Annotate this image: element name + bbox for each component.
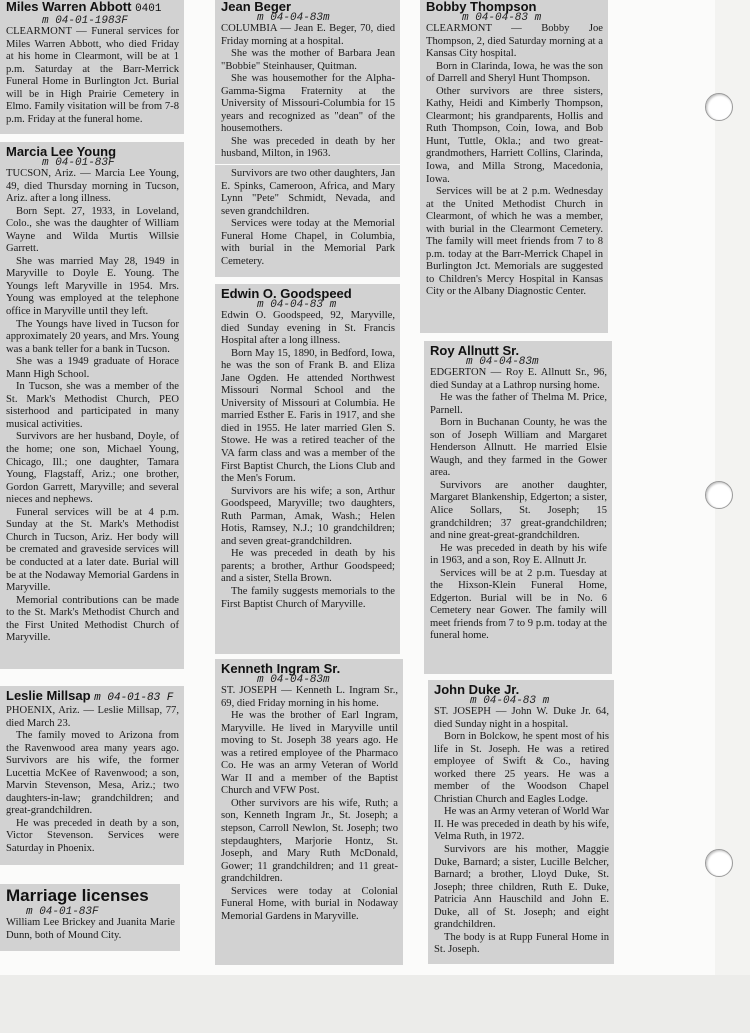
obituary-paragraph: In Tucson, she was a member of the St. Mark's Methodist Church, PEO sisterhood and participated in many musical activities. xyxy=(6,381,179,430)
obituary-body xyxy=(6,26,179,126)
obituary-paragraph: Born in Clarinda, Iowa, he was the son of Darrell and Sheryl Hunt Thompson. xyxy=(426,60,603,85)
obituary-paragraph: Born Sept. 27, 1933, in Loveland, Colo., she was the daughter of William Wayne and Wilda Murtis Willsie Garrett. xyxy=(6,205,179,255)
obituary-body xyxy=(221,310,395,611)
obituary-name: Bobby Thompson xyxy=(426,0,537,14)
obituary-name: Edwin O. Goodspeed xyxy=(221,286,352,301)
obituary-paragraph: William Lee Brickey and Juanita Marie Dunn, both of Mound City. xyxy=(6,917,175,941)
clipping-abbott xyxy=(0,0,184,134)
obituary-paragraph: She was the mother of Barbara Jean "Bobbie" Steinhauser, Quitman. xyxy=(221,48,395,72)
obituary-paragraph: Survivors are two other daughters, Jan E. Spinks, Cameroon, Africa, and Mary Lynn "Pete" Schmidt, Nevada, and seven grandchildren. xyxy=(221,168,395,217)
obituary-paragraph: The Youngs have lived in Tucson for approximately 20 years, and Mrs. Young was a bank teller for a bank in Tucson. xyxy=(6,318,179,355)
obituary-paragraph: Services will be at 2 p.m. Tuesday at the Hixson-Klein Funeral Home, Edgerton. Burial will be in No. 6 Cemetery near Gower. The family will meet friends from 7 to 9 p.m. today at the funeral home. xyxy=(430,567,607,642)
handwritten-date: m 04-04-83m xyxy=(257,674,330,686)
punch-hole-middle xyxy=(705,481,733,509)
obituary-name: Marcia Lee Young xyxy=(6,144,117,159)
handwritten-date: m 04-04-83m xyxy=(466,356,539,368)
obituary-paragraph: He was the father of Thelma M. Price, Parnell. xyxy=(430,392,607,416)
obituary-paragraph: Survivors are her husband, Doyle, of the home; one son, Michael Young, Chicago, Ill.; one daughter, Tamara Young, Flagstaff, Ariz.; one brother, Gordon Garrett, Maryville; and several nieces and nephews. xyxy=(6,431,179,506)
clipping-goodspeed xyxy=(215,284,400,654)
clipping-beger-continued xyxy=(215,165,400,277)
obituary-body xyxy=(430,367,607,643)
obituary-paragraph: Born May 15, 1890, in Bedford, Iowa, he was the son of Frank B. and Eliza Jane Ogden. He attended Northwest Missouri Normal School and the University of Missouri at Columbia. He married Esther E. Faris in 1917, and she died in 1955. He later married Glen S. Stowe. He was a retired teacher of the VA farm class and was a member of the First Baptist Church, the Lions Club and the Men's Forum. xyxy=(221,347,395,485)
obituary-body xyxy=(434,706,609,957)
obituary-name: Miles Warren Abbott 0401 xyxy=(6,0,162,15)
obituary-paragraph: PHOENIX, Ariz. — Leslie Millsap, 77, died March 23. xyxy=(6,705,179,729)
obituary-paragraph: He was preceded in death by his parents; a brother, Arthur Goodspeed; and a sister, Stella Brown. xyxy=(221,548,395,585)
obituary-paragraph: Funeral services will be at 4 p.m. Sunday at the St. Mark's Methodist Church in Tucson, Ariz. Her body will be cremated and graveside services will be conducted at a later date. Burial will be at the Nodaway Memorial Gardens in Maryville. xyxy=(6,506,179,594)
handwritten-date: m 04-01-83 F xyxy=(94,692,174,704)
obituary-body xyxy=(221,685,398,923)
punch-hole-top xyxy=(705,93,733,121)
clip-code: 0401 xyxy=(135,3,162,15)
obituary-body xyxy=(426,23,603,299)
obituary-paragraph: CLEARMONT — Bobby Joe Thompson, 2, died Saturday morning at a Kansas City hospital. xyxy=(426,23,603,60)
obituary-paragraph: She was housemother for the Alpha-Gamma-Sigma Fraternity at the University of Missouri-Columbia for 15 years and recognized as "dean" of the housemothers. xyxy=(221,73,395,135)
obituary-paragraph: ST. JOSEPH — Kenneth L. Ingram Sr., 69, died Friday morning in his home. xyxy=(221,685,398,709)
clipping-thompson xyxy=(420,0,608,333)
obituary-paragraph: Services will be at 2 p.m. Wednesday at the United Methodist Church in Clearmont, of which he was a member, with burial in the Clearmont Cemetery. The family will meet friends from 7 to 8 p.m. today at the Barr-Merrick Chapel in Burlington Jct. Memorials are suggested to Children's Mercy Hospital in Kansas City or the Albany Diagnostic Center. xyxy=(426,186,603,298)
obituary-paragraph: Born in Buchanan County, he was the son of Joseph William and Margaret Henderson Allnutt. He married Elsie Waugh, and they farmed in the Gower area. xyxy=(430,417,607,479)
obituary-paragraph: Survivors are his wife; a son, Arthur Goodspeed, Maryville; two daughters, Ruth Parman, Amak, Wash.; Helen Hotis, Ramsey, N.J.; 10 grandchildren; and seven great-grandchildren. xyxy=(221,485,395,547)
obituary-body xyxy=(6,168,179,645)
clipping-young xyxy=(0,142,184,669)
handwritten-date: m 04-01-83F xyxy=(42,157,115,169)
obituary-paragraph: She was preceded in death by her husband, Milton, in 1963. xyxy=(221,135,395,160)
obituary-paragraph: She was married May 28, 1949 in Maryville to Doyle E. Young. The Youngs left Maryville in 1954. Mrs. Young was employed at the telephone office in Maryville until they left. xyxy=(6,255,179,318)
obituary-paragraph: He was an Army veteran of World War II. He was preceded in death by his wife, Velma Ruth, in 1972. xyxy=(434,806,609,843)
obituary-paragraph: TUCSON, Ariz. — Marcia Lee Young, 49, died Thursday morning in Tucson, Ariz. after a long illness. xyxy=(6,168,179,205)
obituary-body xyxy=(6,917,175,942)
clipping-ingram xyxy=(215,659,403,965)
obituary-name: Kenneth Ingram Sr. xyxy=(221,661,341,676)
obituary-name: John Duke Jr. xyxy=(434,682,520,697)
obituary-paragraph: CLEARMONT — Funeral services for Miles Warren Abbott, who died Friday at his home in Clearmont, will be at 1 p.m. Saturday at the Barr-Merrick Funeral Home in Burlington Jct. Burial will be in High Prairie Cemetery in Elmo. Family visitation will be from 7-8 p.m. Friday at the funeral home. xyxy=(6,26,179,125)
obituary-paragraph: Services were today at Colonial Funeral Home, with burial in Nodaway Memorial Gardens in Maryville. xyxy=(221,885,398,922)
section-heading: Marriage licenses xyxy=(6,886,149,905)
obituary-paragraph: She was a 1949 graduate of Horace Mann High School. xyxy=(6,356,179,380)
obituary-paragraph: Survivors are another daughter, Margaret Blankenship, Edgerton; a sister, Alice Sollars, St. Joseph; 15 grandchildren; 37 great-grandchildren; and nine great-great-grandchildren. xyxy=(430,479,607,542)
obituary-paragraph: Survivors are his mother, Maggie Duke, Barnard; a sister, Lucille Belcher, Barnard; a brother, Lloyd Duke, St. Joseph; three children, Ruth E. Duke, Patricia Ann Hauschild and John E. Duke, all of St. Joseph; and eight grandchildren. xyxy=(434,844,609,931)
punch-hole-bottom xyxy=(705,849,733,877)
clipping-allnutt xyxy=(424,341,612,674)
handwritten-date: m 04-04-83 m xyxy=(470,695,550,707)
obituary-name: Leslie Millsap m 04-01-83 F xyxy=(6,688,174,704)
obituary-paragraph: Services were today at the Memorial Funeral Home Chapel, in Columbia, with burial in the Memorial Park Cemetery. xyxy=(221,218,395,267)
clipping-millsap xyxy=(0,686,184,865)
obituary-body xyxy=(221,168,395,268)
obituary-paragraph: COLUMBIA — Jean E. Beger, 70, died Friday morning at a hospital. xyxy=(221,23,395,47)
obituary-paragraph: Other survivors are three sisters, Kathy, Heidi and Kimberly Thompson, Clearmont; his grandparents, Hollis and Ruth Thompson, Coin, Iowa, and Bob Hunt, Tuttle, Okla.; and two great-grandmothers, Harriett Collins, Clarinda, Iowa, and Milla Strong, Macedonia, Iowa. xyxy=(426,85,603,185)
clipping-marriage-licenses xyxy=(0,884,180,951)
handwritten-date: m 04-04-83m xyxy=(257,12,330,24)
obituary-paragraph: Born in Bolckow, he spent most of his life in St. Joseph. He was a retired employee of Swift & Co., having worked there 25 years. He was a member of the Woodson Chapel Christian Church and Eagles Lodge. xyxy=(434,731,609,805)
obituary-paragraph: Edwin O. Goodspeed, 92, Maryville, died Sunday evening in St. Francis Hospital after a long illness. xyxy=(221,310,395,347)
handwritten-date: m 04-04-83 m xyxy=(257,299,337,311)
obituary-paragraph: The family moved to Arizona from the Ravenwood area many years ago. Survivors are his wife, the former Lucettia McKee of Ravenwood; a son, Marvin Stevenson, Mesa, Ariz.; two daughters-in-law; grandchildren; and great-grandchildren. xyxy=(6,730,179,817)
obituary-paragraph: EDGERTON — Roy E. Allnutt Sr., 96, died Sunday at a Lathrop nursing home. xyxy=(430,367,607,391)
obituary-paragraph: He was the brother of Earl Ingram, Maryville. He lived in Maryville until moving to St. Joseph 38 years ago. He was a retired employee of the Pharmaco Co. He was an army Veteran of World War II and a member of the Baptist Church and VFW Post. xyxy=(221,710,398,797)
obituary-paragraph: Memorial contributions can be made to the St. Mark's Methodist Church and the First United Methodist Church of Maryville. xyxy=(6,594,179,644)
obituary-name: Roy Allnutt Sr. xyxy=(430,343,520,358)
obituary-paragraph: Other survivors are his wife, Ruth; a son, Kenneth Ingram Jr., St. Joseph; a stepson, Carroll Newlon, St. Joseph; two stepdaughters, Marjorie Hontz, St. Joseph, and Mary Ruth McDonald, Gower; 11 grandchildren; and 11 great-grandchildren. xyxy=(221,797,398,885)
page-shadow xyxy=(0,975,750,1033)
clipping-beger xyxy=(215,0,400,164)
obituary-name: Jean Beger xyxy=(221,0,292,14)
obituary-paragraph: ST. JOSEPH — John W. Duke Jr. 64, died Sunday night in a hospital. xyxy=(434,706,609,730)
obituary-paragraph: He was preceded in death by his wife in 1963, and a son, Roy E. Allnutt Jr. xyxy=(430,542,607,567)
handwritten-date: m 04-01-1983F xyxy=(42,15,128,27)
handwritten-date: m 04-01-83F xyxy=(26,906,99,918)
obituary-paragraph: The body is at Rupp Funeral Home in St. Joseph. xyxy=(434,931,609,956)
obituary-body xyxy=(221,23,395,161)
handwritten-date: m 04-04-83 m xyxy=(462,12,542,24)
obituary-paragraph: He was preceded in death by a son, Victor Stevenson. Services were Saturday in Phoenix. xyxy=(6,817,179,855)
clipping-duke xyxy=(428,680,614,964)
obituary-paragraph: The family suggests memorials to the First Baptist Church of Maryville. xyxy=(221,586,395,610)
obituary-body xyxy=(6,705,179,856)
